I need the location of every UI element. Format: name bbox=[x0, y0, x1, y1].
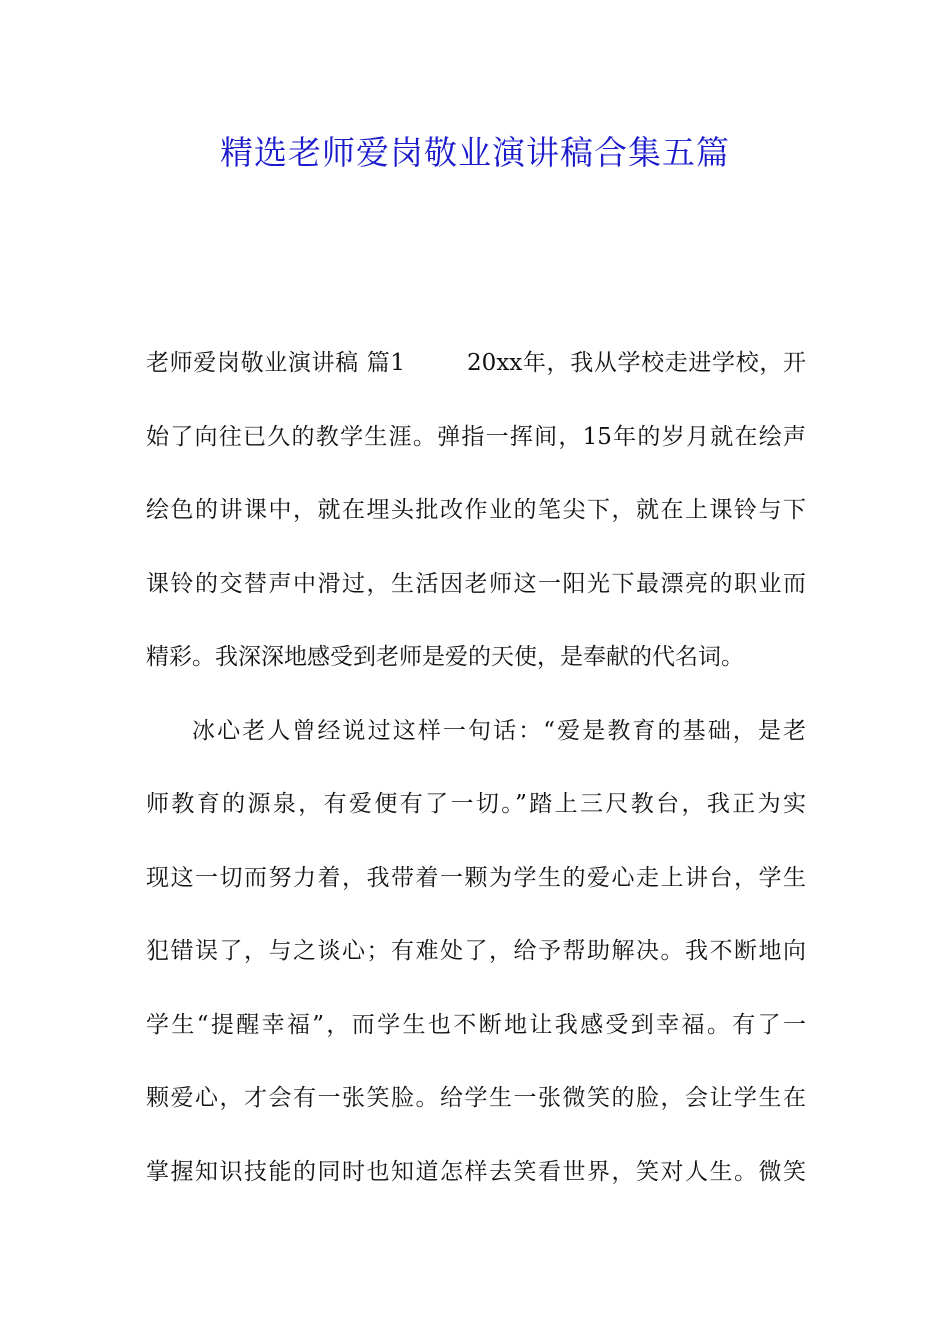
paragraph-line: 始了向往已久的教学生涯。弹指一挥间，15年的岁月就在绘声 bbox=[146, 423, 806, 450]
document-title: 精选老师爱岗敬业演讲稿合集五篇 bbox=[220, 133, 730, 172]
paragraph-line: 绘色的讲课中，就在埋头批改作业的笔尖下，就在上课铃与下 bbox=[146, 497, 806, 523]
paragraph-text: 20xx年，我从学校走进学校，开 bbox=[467, 350, 806, 376]
paragraph-line: 颗爱心，才会有一张笑脸。给学生一张微笑的脸，会让学生在 bbox=[146, 1085, 806, 1111]
paragraph-line: 犯错误了，与之谈心；有难处了，给予帮助解决。我不断地向 bbox=[146, 938, 806, 964]
paragraph-line: 课铃的交替声中滑过，生活因老师这一阳光下最漂亮的职业而 bbox=[146, 570, 806, 597]
paragraph-line: 师教育的源泉，有爱便有了一切。”踏上三尺教台，我正为实 bbox=[146, 791, 806, 817]
section-heading: 老师爱岗敬业演讲稿 篇1 bbox=[146, 350, 406, 376]
paragraph-line: 精彩。我深深地感受到老师是爱的天使，是奉献的代名词。 bbox=[146, 644, 744, 670]
paragraph-line: 学生“提醒幸福”，而学生也不断地让我感受到幸福。有了一 bbox=[146, 1011, 806, 1038]
paragraph-line: 现这一切而努力着，我带着一颗为学生的爱心走上讲台，学生 bbox=[146, 864, 806, 891]
paragraph-line: 冰心老人曾经说过这样一句话：“爱是教育的基础，是老 bbox=[192, 717, 806, 744]
document-body bbox=[146, 340, 806, 1222]
paragraph-line bbox=[146, 340, 806, 414]
paragraph-line: 掌握知识技能的同时也知道怎样去笑看世界，笑对人生。微笑 bbox=[146, 1158, 806, 1185]
